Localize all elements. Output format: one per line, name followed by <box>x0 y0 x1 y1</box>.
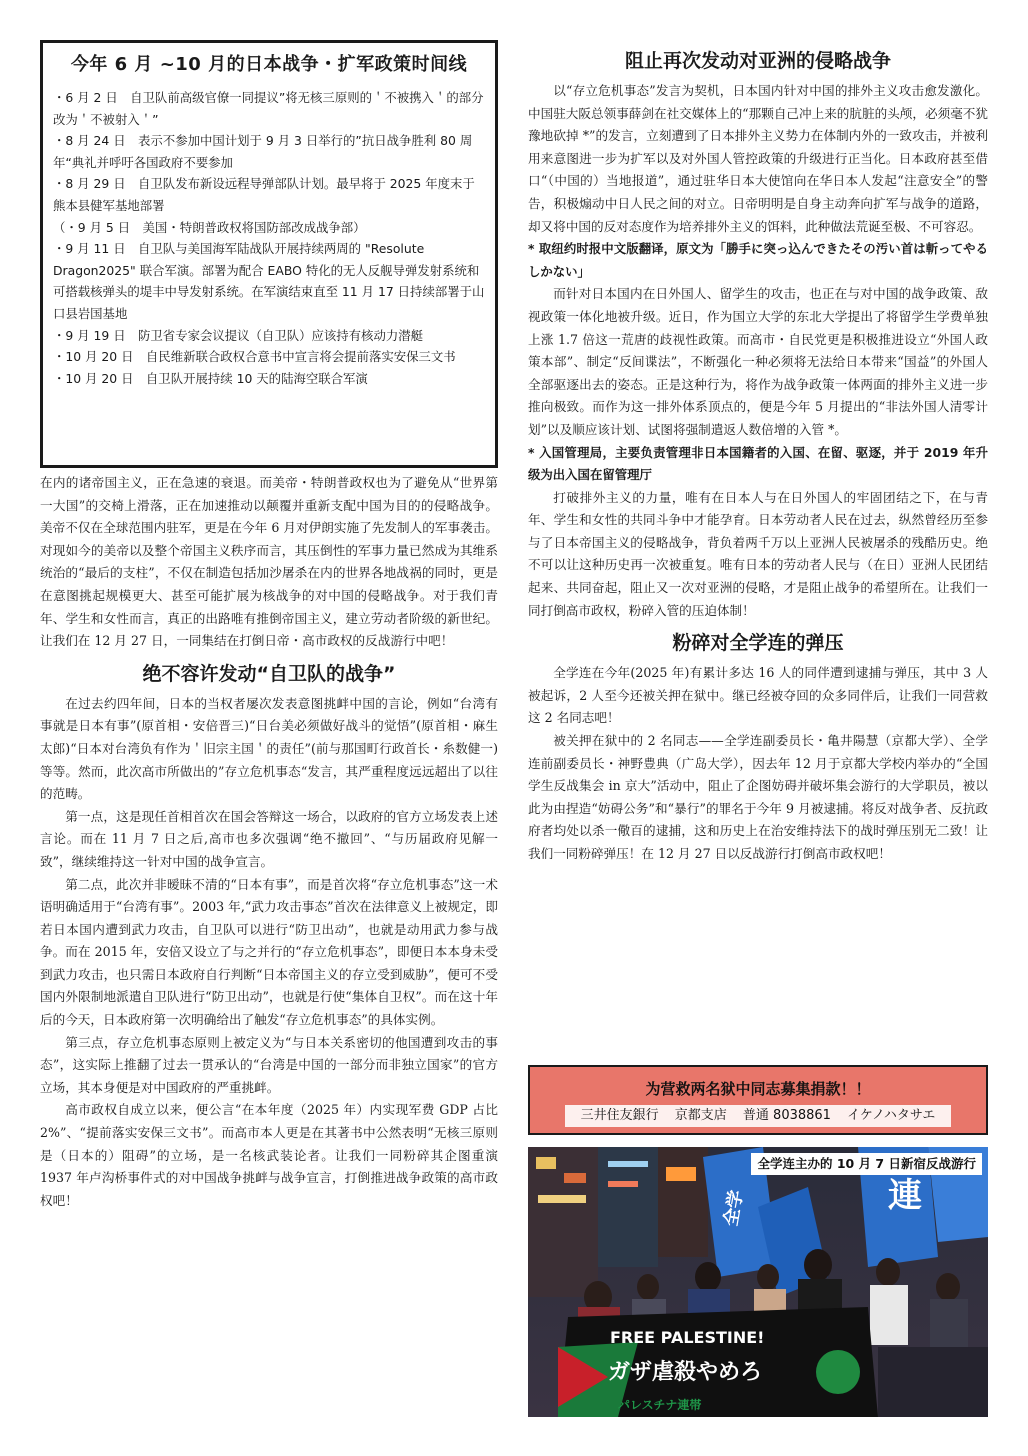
donation-box <box>528 1065 988 1135</box>
paragraph: 第三点，存立危机事态原则上被定义为“与日本关系密切的他国遭到攻击的事态”，这实际上推翻了过去一贯承认的“台湾是中国的一部分而非独立国家”的官方立场，其本身便是对中国政府的严重挑衅。 <box>40 1034 498 1095</box>
footnote: * 取纽约时报中文版翻译，原文为「勝手に突っ込んできたその汚い首は斬ってやるしかない」 <box>528 241 988 279</box>
article-asia-body <box>528 80 988 622</box>
section-heading-asia: 阻止再次发动对亚洲的侵略战争 <box>624 50 891 72</box>
timeline-title: 今年 6 月 ~10 月的日本战争・扩军政策时间线 <box>70 54 468 75</box>
flag-text-2: 全学 <box>720 1188 748 1228</box>
timeline-item: （・9 月 5 日 美国・特朗普政权将国防部改成战争部） <box>53 219 366 235</box>
flag-text: 連 <box>888 1176 922 1216</box>
paragraph: 被关押在狱中的 2 名同志——全学连副委员长・亀井陽慧（京都大学）、全学连前副委员长・神野豊典（广岛大学），因去年 12 月于京都大学校内举办的“全国学生反战集会 in 京大”活动中，阻止了企图妨碍并破坏集会游行的大学职员，被以此为由捏造“妨碍公务”和“暴行”的罪名于今年 9 月被逮捕。将反对战争者、反抗政府者均处以杀一儆百的逮捕，这和历史上在治安维持法下的战时弹压别无二致！让我们一同粉碎弹压！在 12 月 27 日以反战游行打倒高市政权吧！ <box>528 733 988 861</box>
paragraph: 以“存立危机事态”发言为契机，日本国内针对中国的排外主义攻击愈发激化。中国驻大阪总领事薛剑在社交媒体上的“那颗自己冲上来的肮脏的头颅，必须毫不犹豫地砍掉 *”的发言，立刻遭到了日本排外主义势力在体制内外的一致攻击，并被利用来意图进一步为扩军以及对外国人管控政策的升级进行正当化。日本政府甚至借口“（中国的）当地报道”，通过驻华日本大使馆向在华日本人发起“注意安全”的警告，积极煽动中日人民之间的对立。日帝明明是自身主动奔向扩军与战争的道路，却又将中国的反对态度作为培养排外主义的饵料，此种做法荒诞至极、不可容忍。 <box>528 83 988 234</box>
timeline-item: ・10 月 20 日 自卫队开展持续 10 天的陆海空联合军演 <box>53 370 368 386</box>
left-column <box>40 40 498 1212</box>
timeline-item: ・6 月 2 日 自卫队前高级官僚一同提议”将无核三原则的＇不被携入＇的部分改为＇不被射入＇” <box>53 90 484 127</box>
account-holder: イケノハタサエ <box>847 1108 936 1123</box>
timeline-item: ・9 月 11 日 自卫队与美国海军陆战队开展持续两周的 "Resolute Dragon2025" 联合军演。部署为配合 EABO 特化的无人反舰导弹发射系统和可搭载核弹头的堤丰中导发射系统。在军演结束直至 11 月 17 日持续部署于山口县岩国基地 <box>53 241 485 321</box>
article-zengakuren-body <box>528 662 988 865</box>
section-heading-zengakuren: 粉碎对全学连的弹压 <box>672 632 844 655</box>
timeline-item: ・10 月 20 日 自民维新联合政权合意书中宣言将会提前落实安保三文书 <box>53 349 456 365</box>
paragraph: 全学连在今年(2025 年)有累计多达 16 人的同伴遭到逮捕与弹压，其中 3 人被起诉，2 人至今还被关押在狱中。继已经被夺回的众多同伴后，让我们一同营救这 2 名同志吧！ <box>528 665 988 726</box>
bank-account: 普通 8038861 <box>742 1108 831 1123</box>
paragraph: 打破排外主义的力量，唯有在日本人与在日外国人的牢固团结之下，在与青年、学生和女性的共同斗争中才能孕育。日本劳动者人民在过去，纵然曾经历至参与了日本帝国主义的侵略战争，背负着两千万以上亚洲人民被屠杀的残酷历史。绝不可以让这种历史再一次被重复。唯有日本的劳动者人民与（在日）亚洲人民团结起来、共同奋起，阻止又一次对亚洲的侵略，才是阻止战争的希望所在。让我们一同打倒高市政权，粉碎入管的压迫体制！ <box>528 489 988 618</box>
paragraph: 第一点，这是现任首相首次在国会答辩这一场合，以政府的官方立场发表上述言论。而在 11 月 7 日之后,高市也多次强调“绝不撤回”、“与历届政府见解一致”，继续维持这一针对中国的战争宣言。 <box>40 808 498 869</box>
footnote: * 入国管理局，主要负责管理非日本国籍者的入国、在留、驱逐，并于 2019 年升级为出入国在留管理厅 <box>528 444 988 483</box>
intro-continuation <box>40 472 498 653</box>
article-self-defense-body <box>40 693 498 1213</box>
bank-name: 三井住友銀行 <box>580 1108 659 1123</box>
timeline-item: ・9 月 19 日 防卫省专家会议提议（自卫队）应该持有核动力潜艇 <box>53 327 424 343</box>
banner-text-3: パレスチナ連帯 <box>618 1398 702 1412</box>
bank-details <box>565 1105 952 1127</box>
paragraph: 在内的诸帝国主义，正在急速的衰退。而美帝・特朗普政权也为了避免从“世界第一大国”的交椅上滑落，正在加速推动以颠覆并重新支配中国为目的的侵略战争。美帝不仅在全球范围内驻军，更是在今年 6 月对伊朗实施了先发制人的军事袭击。对现如今的美帝以及整个帝国主义秩序而言，其压倒性的军事力量已然成为其维系统治的“最后的支柱”，不仅在制造包括加沙屠杀在内的世界各地战祸的同时，更是在意图挑起规模更大、甚至可能扩展为核战争的对中国的侵略战争。对于我们青年、学生和女性而言，真正的出路唯有推倒帝国主义，建立劳动者阶级的新世纪。让我们在 12 月 27 日，一同集结在打倒日帝・高市政权的反战游行中吧！ <box>40 475 498 649</box>
donation-title: 为营救两名狱中同志募集捐款！！ <box>645 1080 871 1098</box>
timeline-item: ・8 月 24 日 表示不参加中国计划于 9 月 3 日举行的”抗日战争胜利 80 周年“典礼并呼吁各国政府不要参加 <box>53 133 473 170</box>
paragraph: 而针对日本国内在日外国人、留学生的攻击，也正在与对中国的战争政策、敌视政策一体化地被升级。近日，作为国立大学的东北大学提出了将留学生学费单独上涨 1.7 倍这一荒唐的歧视性政策。而高市・自民党更是积极推进设立“外国人政策本部”、制定“反间谍法”，不断强化一种必须将无法给日本带来“国益”的外国人全部驱逐出去的姿态。正是这种行为，将作为战争政策一体两面的排外主义进一步推向极致。而作为这一排外体系顶点的，便是今年 5 月提出的“非法外国人清零计划”以及顺应该计划、试图将强制遣返人数倍增的入管 *。 <box>528 286 988 437</box>
paragraph: 在过去约四年间，日本的当权者屡次发表意图挑衅中国的言论，例如“台湾有事就是日本有事”(原首相・安倍晋三)“日台美必须做好战斗的觉悟”(原首相・麻生太郎)“日本对台湾负有作为＇旧宗主国＇的责任”(前与那国町行政首长・糸数健一) 等等。然而，此次高市所做出的”存立危机事态“发言，其严重程度远远超出了以往的范畴。 <box>40 695 498 802</box>
paragraph: 高市政权自成立以来，便公言“在本年度（2025 年）内实现军费 GDP 占比 2%”、“提前落实安保三文书”。而高市本人更是在其著书中公然表明“无核三原则是（日本的）阻碍”的立场，是一名核武装论者。让我们一同粉碎其企图重演 1937 年卢沟桥事件式的对中国战争挑衅与战争宣言，打倒推进战争政策的高市政权吧！ <box>40 1102 498 1208</box>
banner-text-2: ガザ虐殺やめろ <box>608 1360 763 1385</box>
timeline-item: ・8 月 29 日 自卫队发布新设远程导弹部队计划。最早将于 2025 年度末于熊本县健军基地部署 <box>53 176 475 213</box>
photo-caption: 全学连主办的 10 月 7 日新宿反战游行 <box>751 1153 982 1175</box>
protest-photo <box>528 1147 988 1417</box>
banner-text: FREE PALESTINE! <box>610 1328 765 1347</box>
bank-branch: 京都支店 <box>674 1108 727 1123</box>
section-heading-self-defense: 绝不容许发动“自卫队的战争” <box>142 662 396 685</box>
paragraph: 第二点，此次并非暧昧不清的“日本有事”，而是首次将“存立危机事态”这一术语明确适用于“台湾有事”。2003 年,“武力攻击事态”首次在法律意义上被规定，即若日本国内遭到武力攻击，自卫队可以进行“防卫出动”，也就是动用武力参与战争。而在 2015 年，安倍又设立了与之并行的“存立危机事态”，即便日本本身未受到武力攻击，也只需日本政府自行判断“日本帝国主义的存立受到威胁”，便可不受国内外限制地派遣自卫队进行“防卫出动”，也就是行使“集体自卫权”。而在这十年后的今天，日本政府第一次明确给出了触发“存立危机事态”的具体实例。 <box>40 876 498 1028</box>
right-column <box>528 40 988 866</box>
protest-photo-illustration <box>528 1147 988 1417</box>
timeline-box <box>40 40 498 468</box>
